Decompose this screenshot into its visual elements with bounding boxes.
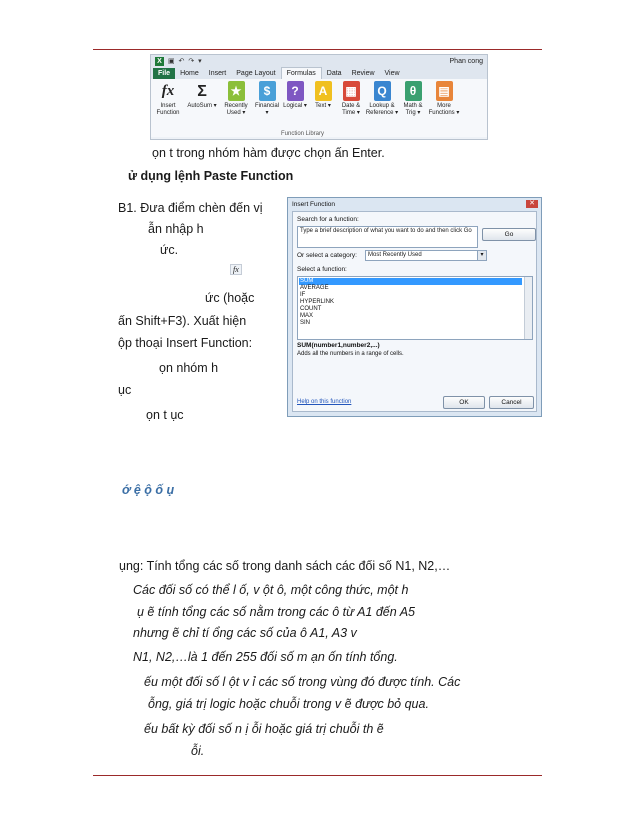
search-label: Search for a function: — [297, 216, 359, 223]
more-functions-button[interactable] — [427, 81, 461, 137]
b1-line-3: ức. — [160, 243, 179, 257]
autosum-button[interactable] — [185, 81, 219, 137]
financial-button[interactable] — [253, 81, 281, 137]
blue-subheading: ớ ệ ộ ố ụ — [122, 483, 175, 497]
autosum-label: AutoSum ▾ — [187, 103, 217, 109]
math-icon: θ — [405, 81, 422, 101]
para-line-6: ỗng, giá trị logic hoặc chuỗi trong v ẽ được bỏ qua. — [148, 697, 429, 711]
tab-home[interactable]: Home — [180, 70, 199, 77]
cancel-button[interactable]: Cancel — [489, 396, 534, 409]
section-heading: ử dụng lệnh Paste Function — [128, 169, 294, 183]
user-name: Phan cong — [449, 57, 483, 65]
function-item-if[interactable]: IF — [300, 292, 306, 298]
excel-logo-icon: X — [155, 57, 164, 66]
category-select[interactable] — [365, 250, 487, 261]
go-button[interactable]: Go — [482, 228, 536, 241]
tab-formulas[interactable]: Formulas — [281, 67, 322, 79]
select-function-label: Select a function: — [297, 266, 347, 273]
text-button[interactable] — [309, 81, 337, 137]
function-description: Adds all the numbers in a range of cells. — [297, 351, 404, 357]
para-line-4: N1, N2,…là 1 đến 255 đối số m ạn ốn tính tổng. — [133, 650, 398, 664]
function-item-max[interactable]: MAX — [300, 313, 314, 319]
insert-function-label: Insert Function — [156, 103, 180, 116]
recently-used-button[interactable] — [219, 81, 253, 137]
tab-data[interactable]: Data — [326, 70, 342, 77]
math-trig-label: Math & Trig ▾ — [403, 103, 423, 116]
tab-view[interactable]: View — [384, 70, 400, 77]
ribbon-body — [151, 79, 487, 137]
more-functions-label: More Functions ▾ — [428, 103, 460, 116]
b1-line-5: ấn Shift+F3). Xuất hiện — [118, 314, 247, 328]
function-item-average[interactable]: AVERAGE — [300, 285, 329, 291]
category-value: Most Recently Used — [368, 252, 422, 258]
para-line-3: nhưng ẽ chỉ tí ổng các số của ô A1, A3 v — [133, 626, 357, 640]
function-item-sum[interactable]: SUM — [299, 278, 522, 285]
para-line-5: ếu một đối số l ột v ỉ các số trong vùng đó được tính. Các — [144, 675, 461, 689]
ribbon-title-bar — [151, 55, 487, 67]
para-line-8: ỗi. — [191, 744, 205, 758]
text-icon: A — [315, 81, 332, 101]
calendar-icon: ▦ — [343, 81, 360, 101]
help-link[interactable]: Help on this function — [297, 399, 352, 405]
logical-button[interactable] — [281, 81, 309, 137]
bottom-rule — [93, 775, 542, 776]
b3-line: ọn t ục — [146, 408, 184, 422]
quick-access-toolbar[interactable]: ▣ ↶ ↷ ▾ — [168, 58, 203, 65]
tab-review[interactable]: Review — [351, 70, 375, 77]
function-signature: SUM(number1,number2,...) — [297, 342, 380, 349]
function-item-sin[interactable]: SIN — [300, 320, 311, 326]
logical-label: Logical ▾ — [283, 103, 307, 109]
lookup-icon: Q — [374, 81, 391, 101]
usage-line: ụng: Tính tổng các số trong danh sách các đối số N1, N2,… — [119, 559, 451, 573]
lookup-reference-button[interactable] — [365, 81, 399, 137]
financial-label: Financial ▾ — [254, 103, 279, 116]
fx-icon: fx — [161, 82, 175, 99]
date-time-label: Date & Time ▾ — [341, 103, 361, 116]
function-item-count[interactable]: COUNT — [300, 306, 322, 312]
para-line-2: ụ ẽ tính tổng các số nằm trong các ô từ A1 đến A5 — [137, 605, 415, 619]
b1-line-6: ộp thoại Insert Function: — [118, 336, 253, 350]
tab-insert[interactable]: Insert — [208, 70, 227, 77]
b1-line-1: B1. Đưa điểm chèn đến vị — [118, 201, 263, 215]
math-trig-button[interactable] — [399, 81, 427, 137]
ribbon-tabs — [151, 67, 487, 79]
dialog-content — [292, 211, 537, 412]
function-library-label: Function Library — [281, 131, 325, 137]
close-icon[interactable]: ✕ — [526, 200, 538, 208]
b1-line-2: ẫn nhập h — [148, 222, 204, 236]
chevron-down-icon: ▾ — [477, 251, 486, 260]
more-functions-icon: ▤ — [436, 81, 453, 101]
financial-icon: $ — [259, 81, 276, 101]
para-line-7: ếu bất kỳ đối số n ị ỗi hoặc giá trị chuỗi th ẽ — [144, 722, 384, 736]
b2-line-1: ọn nhóm h — [159, 361, 219, 375]
recently-used-icon: ★ — [228, 81, 245, 101]
insert-function-button[interactable] — [151, 81, 185, 137]
text-label: Text ▾ — [315, 103, 331, 109]
insert-function-dialog — [287, 197, 542, 417]
list-scrollbar[interactable] — [524, 277, 532, 339]
excel-ribbon-screenshot — [150, 54, 488, 140]
lookup-reference-label: Lookup & Reference ▾ — [365, 103, 399, 116]
fx-small-icon: fx — [230, 264, 242, 275]
step-text-line: ọn t trong nhóm hàm được chọn ấn Enter. — [152, 146, 385, 160]
para-line-1: Các đối số có thể l ố, v ột ô, một công thức, một h — [133, 583, 409, 597]
category-label: Or select a category: — [297, 252, 357, 259]
dialog-title: Insert Function — [292, 200, 335, 208]
search-input[interactable]: Type a brief description of what you want to do and then click Go — [297, 226, 478, 248]
function-list[interactable] — [297, 276, 533, 340]
tab-page-layout[interactable]: Page Layout — [236, 70, 276, 77]
tab-file[interactable]: File — [153, 68, 175, 79]
logical-icon: ? — [287, 81, 304, 101]
function-item-hyperlink[interactable]: HYPERLINK — [300, 299, 335, 305]
b1-line-4: ức (hoặc — [205, 291, 255, 305]
date-time-button[interactable] — [337, 81, 365, 137]
sigma-icon: Σ — [197, 82, 207, 100]
ok-button[interactable]: OK — [443, 396, 485, 409]
b2-line-2: ục — [118, 383, 132, 397]
recently-used-label: Recently Used ▾ — [224, 103, 248, 116]
top-rule — [93, 49, 542, 50]
